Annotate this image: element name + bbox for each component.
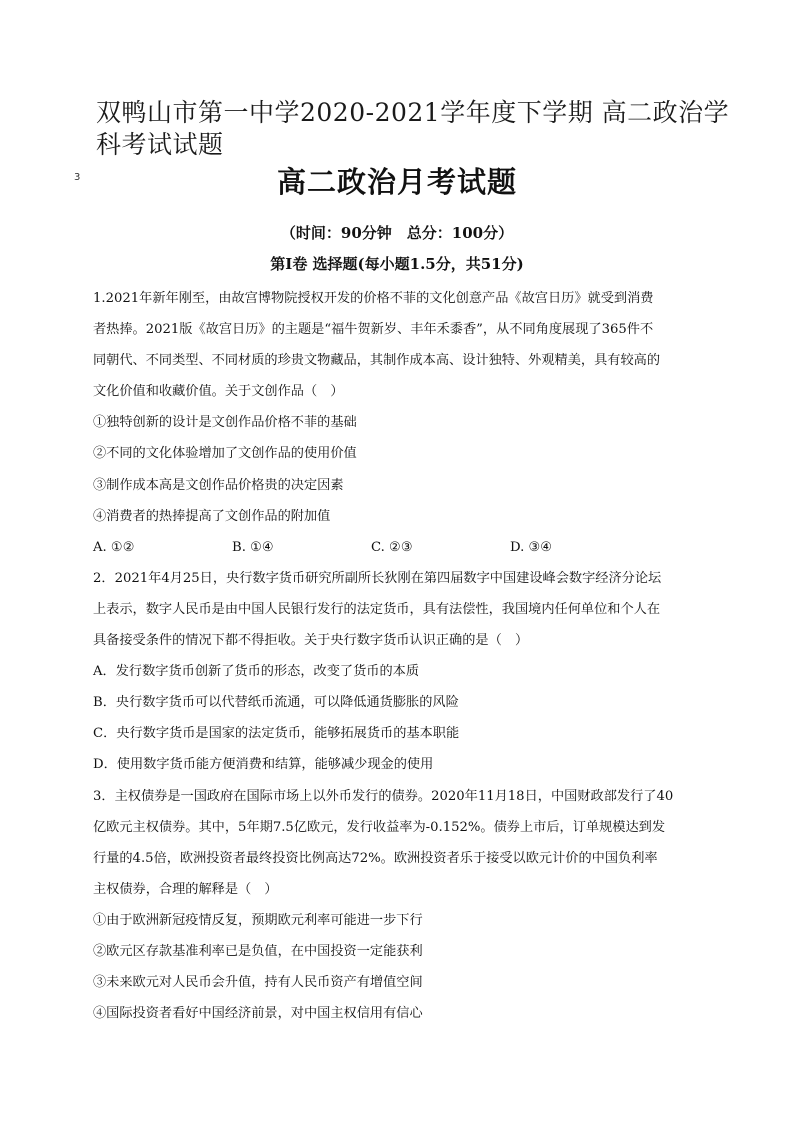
question-3-stem-line-4: 主权债券，合理的解释是（ ） xyxy=(93,881,278,897)
question-1-item-4: ④消费者的热捧提高了文创作品的附加值 xyxy=(93,508,331,524)
question-2-option-b: B．央行数字货币可以代替纸币流通，可以降低通货膨胀的风险 xyxy=(93,695,459,711)
question-1-stem-line-1: 1.2021年新年刚至，由故宫博物院授权开发的价格不菲的文化创意产品《故宫日历》就受到消费 xyxy=(93,291,654,306)
question-1-stem-line-3: 同朝代、不同类型、不同材质的珍贵文物藏品，其制作成本高、设计独特、外观精美，具有较高的 xyxy=(93,353,661,369)
question-1-item-3: ③制作成本高是文创作品价格贵的决定因素 xyxy=(93,477,344,493)
section-heading: 第Ⅰ卷 选择题(每小题1.5分，共51分) xyxy=(270,255,524,273)
question-3-item-4: ④国际投资者看好中国经济前景，对中国主权信用有信心 xyxy=(93,1006,423,1022)
question-2-stem-line-2: 上表示，数字人民币是由中国人民银行发行的法定货币，具有法偿性，我国境内任何单位和个人在 xyxy=(93,601,661,617)
question-3-stem-line-2: 亿欧元主权债券。其中，5年期7.5亿欧元，发行收益率为-0.152%。债券上市后，订单规模达到发 xyxy=(93,819,666,835)
question-1-option-c: C. ②③ xyxy=(371,539,413,555)
question-3-item-2: ②欧元区存款基准利率已是负值，在中国投资一定能获利 xyxy=(93,943,423,959)
question-3-item-3: ③未来欧元对人民币会升值，持有人民币资产有增值空间 xyxy=(93,975,423,991)
question-2-option-c: C．央行数字货币是国家的法定货币，能够拓展货币的基本职能 xyxy=(93,726,460,742)
question-1-options xyxy=(93,532,713,563)
questions-body xyxy=(93,283,713,1029)
question-2-stem-line-1: 2．2021年4月25日，央行数字货币研究所副所长狄刚在第四届数字中国建设峰会数字经济分论坛 xyxy=(93,570,662,586)
margin-page-number: 3 xyxy=(74,172,81,183)
question-1-option-a: A. ①② xyxy=(93,539,135,555)
document-title: 双鸭山市第一中学2020-2021学年度下学期 高二政治学科考试试题 xyxy=(96,98,730,159)
question-1-option-d: D. ③④ xyxy=(510,539,553,555)
question-1-stem-line-2: 者热捧。2021版《故宫日历》的主题是“福牛贺新岁、丰年禾黍香”，从不同角度展现了365件不 xyxy=(93,322,654,338)
question-2-option-a: A．发行数字货币创新了货币的形态，改变了货币的本质 xyxy=(93,664,420,680)
question-2-stem-line-3: 具备接受条件的情况下都不得拒收。关于央行数字货币认识正确的是（ ） xyxy=(93,633,529,649)
question-3-item-1: ①由于欧洲新冠疫情反复，预期欧元利率可能进一步下行 xyxy=(93,912,423,928)
question-1-option-b: B. ①④ xyxy=(232,539,274,555)
question-2-option-d: D．使用数字货币能方便消费和结算，能够减少现金的使用 xyxy=(93,757,434,773)
question-3-stem-line-1: 3．主权债券是一国政府在国际市场上以外币发行的债券。2020年11月18日，中国财政部发行了40 xyxy=(93,788,674,804)
question-1-item-1: ①独特创新的设计是文创作品价格不菲的基础 xyxy=(93,415,357,431)
question-3-stem-line-3: 行量的4.5倍，欧洲投资者最终投资比例高达72%。欧洲投资者乐于接受以欧元计价的中国负利率 xyxy=(93,850,658,866)
exam-main-title: 高二政治月考试题 xyxy=(276,165,517,199)
question-1-stem-line-4: 文化价值和收藏价值。关于文创作品（ ） xyxy=(93,384,344,400)
exam-time-score-info: （时间：90分钟 总分：100分） xyxy=(280,224,514,242)
question-1-item-2: ②不同的文化体验增加了文创作品的使用价值 xyxy=(93,446,357,462)
